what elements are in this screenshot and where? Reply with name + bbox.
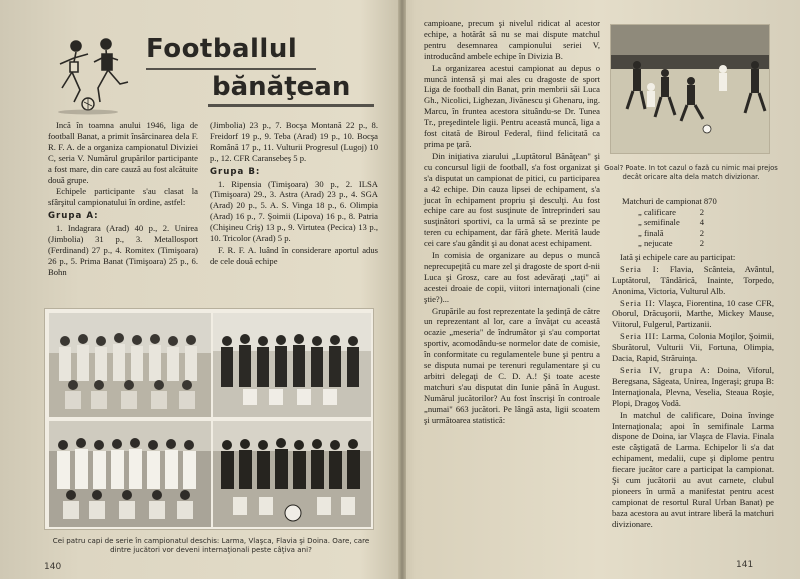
match-photo <box>610 24 770 154</box>
series-teams: Doina, Viforul, Beregsana, Săgeata, Unirea, Ingeraşi; grupa B: Internaţionala, Plevna, Veselia, Steaua Roşie, Plopi, Dragoş Vodă. <box>612 364 775 408</box>
paragraph: (Jimbolia) 23 p., 7. Bocşa Montană 22 p., 8. Freidorf 19 p., 9. Teba (Arad) 19 p., 10. Bocşa Română 17 p., 11. Vulturii Progresul (Lugoj) 10 p., 12. CFR Caransebeş 5 p. <box>210 120 378 163</box>
left-column-1 <box>48 120 198 279</box>
page-number: 140 <box>44 562 62 572</box>
left-column-2 <box>210 120 378 268</box>
matches-table <box>638 207 708 249</box>
series-teams: Vlaşca, Fiorentina, 10 case CFR, Oborul, Drăcuşorii, Marthe, Mickey Mause, Viitorul, Fulgerul, Partizanii. <box>612 297 774 330</box>
paragraph: 1. Indagrara (Arad) 40 p., 2. Unirea (Jimbolia) 31 p., 3. Metallosport (Ferdinand) 27 p., 4. Romitex (Timişoara) 26 p., 5. Prima Banat (Timişoara) 25 p., 6. Bohn <box>48 223 198 277</box>
paragraph: F. R. F. A. luând în considerare aportul adus de cele două echipe <box>210 244 378 266</box>
photo-caption: Cei patru capi de serie în campionatul deschis: Larma, Vlaşca, Flavia şi Doina. Oare, care dintre jucători vor deveni internaţionali peste câţiva ani? <box>52 536 370 554</box>
team-photo-2 <box>213 313 371 417</box>
series-teams: Larma, Colonia Moţilor, Şoimii, Sburătorul, Vulturii Vii, Fortuna, Olimpia, Dacia, Rapid, Străruinţa. <box>612 331 775 364</box>
article-title-line1: Footballul <box>146 34 298 64</box>
match-label: „ nejucate <box>638 238 673 249</box>
match-count: 2 <box>699 227 705 238</box>
table-row <box>638 207 708 218</box>
series-teams: Flavia, Scânteia, Avântul, Luptătorul, Tândărică, Inainte, Torpedo, Anonima, Victoria, Vulturul Alb. <box>612 263 774 296</box>
group-a-heading: Grupa A: <box>48 211 99 222</box>
title-rule <box>208 104 374 107</box>
paragraph: 1. Ripensia (Timişoara) 30 p., 2. ILSA (Timişoara) 29., 3. Astra (Arad) 23 p., 4. SGA (Arad) 20 p., 5. A. S. Vinga 18 p., 6. Olimpia (Arad) 16 p., 7. Şoimii (Lipova) 16 p., 8. Patria (Chişineu Criş) 13 p., 9. Virtutea (Pecica) 13 p., 10. Tricolor (Arad) 5 p. <box>210 178 378 244</box>
table-row <box>638 228 708 239</box>
paragraph: Din iniţiativa ziarului „Luptătorul Bănăţean" şi cu concursul ligii de football, s'a fost organizat şi s'a disputat un campionat de pitici, cu participarea a 42 echipe. Din cauza lipsei de echipament, s'a jucat în echipament propriu şi desculţi. Au fost echipe care au fost susţinute de întreprinderi sau susţinători sportivi, ca la urmă să se prezinte pe teren cu echipament, dar fără ghete. Merită laude cei care s'au gândit şi au donat acest echipament. <box>424 150 600 249</box>
team-photos <box>44 308 374 530</box>
match-label: „ calificare <box>638 206 676 217</box>
page-number: 141 <box>736 560 754 570</box>
series-heading: Seria I: <box>620 263 660 274</box>
right-column-2 <box>612 196 774 531</box>
series-heading: Seria IV, grupa A: <box>620 364 711 375</box>
group-b-heading: Grupa B: <box>210 166 261 177</box>
series-heading: Seria II: <box>620 297 656 308</box>
match-label: „ finală <box>638 227 664 238</box>
team-photo-3 <box>49 421 211 527</box>
paragraph: Echipele participante s'au clasat la sfârşitul campionatului în ordine, astfel: <box>48 186 198 208</box>
article-title-line2: bănăţean <box>212 72 351 102</box>
paragraph: campioane, precum şi nivelul ridicat al acestor echipe, a hotărât să nu se mai dispute matchul pentru desemnarea campionului seriei V, introducând ambele echipe în Divizia B. <box>424 18 600 61</box>
table-row <box>638 238 708 249</box>
match-label: „ semifinale <box>638 217 680 228</box>
paragraph: Grupările au fost reprezentate la şedinţă de către un reprezentant al lor, care a învăţat cu această ocazie „meseria" de îndrumător şi s'au comportat sportiv, acomodându-se normelor date de comisie, în conformitate cu regulamentele bune şi pentru a se disputa numai pe terenuri regulamentare şi cu arbitri delegaţi de C. D. A.! Şi toate aceste matchuri s'au disputat din Iunie până în August. Numărul jucătorilor? Au fost înscrişi în controale „numai" 663 jucători. Pe lângă asta, ligii scoatem şi următoarea statistică: <box>424 305 600 425</box>
series-heading: Seria III: <box>620 331 660 342</box>
match-count: 4 <box>699 217 705 228</box>
football-players-illustration <box>48 36 138 116</box>
book-gutter <box>398 0 406 579</box>
matches-title: Matchuri de campionat 870 <box>622 196 717 206</box>
paragraph: La organizarea acestui campionat au depus o muncă intensă şi mai ales cu dragoste de sport Liga de football din Banat, prin membrii săi Luca Gh., Nicolici, Lighezan, Jivănescu şi Ghenaru, ing. Marcu, în fruntea acestora situându-se Dr. Tunea Tr., preşedintele ligii. Pentru această muncă, liga a fost citată de Biroul Federal, fiind felicitată ca prima pe ţară. <box>424 62 600 149</box>
team-photo-1 <box>49 313 211 417</box>
match-count: 2 <box>699 238 705 249</box>
paragraph: Iată şi echipele care au participat: <box>620 251 736 262</box>
right-column-1 <box>424 18 600 427</box>
paragraph: In comisia de organizare au depus o muncă neprecupeţită cu mare zel şi dragoste de sport d-nii Luca şi Grosz, care au fost adevăraţi „taţi" ai acestei droaie de copii, viitori internaţionali (cine ştie?)... <box>424 250 600 304</box>
paragraph: In matchul de calificare, Doina învinge Internaţionala; apoi în semifinale Larma dispone de Doina, iar Vlaşca de Flavia. Finala este câştigată de Larma. Echipelor li s'a dat echipament, medalii, cupe şi diplome pentru fiecare jucător care a participat la campionat. Şi cum jucătorii au avut carnete, clubul pioneers în urmă a manifestat pentru acest campionat de resortul Rural Urban Banat) pe baza acestora au avut intrare liberă la matchuri divizionare. <box>612 409 774 529</box>
match-photo-caption: Goal? Poate. In tot cazul o fază cu nimic mai prejos decât oricare alta dela match divizionar. <box>604 164 778 181</box>
title-rule <box>146 68 316 70</box>
team-photo-4 <box>213 421 371 527</box>
paragraph: Incă în toamna anului 1946, liga de football Banat, a primit însărcinarea dela F. R. F. A. de a organiza campionatul Diviziei C, seria V. Numărul grupărilor participante a fost mare, din care cauză au fost alcătuite două grupe. <box>48 120 198 185</box>
table-row <box>638 217 708 228</box>
match-count: 2 <box>699 206 705 217</box>
